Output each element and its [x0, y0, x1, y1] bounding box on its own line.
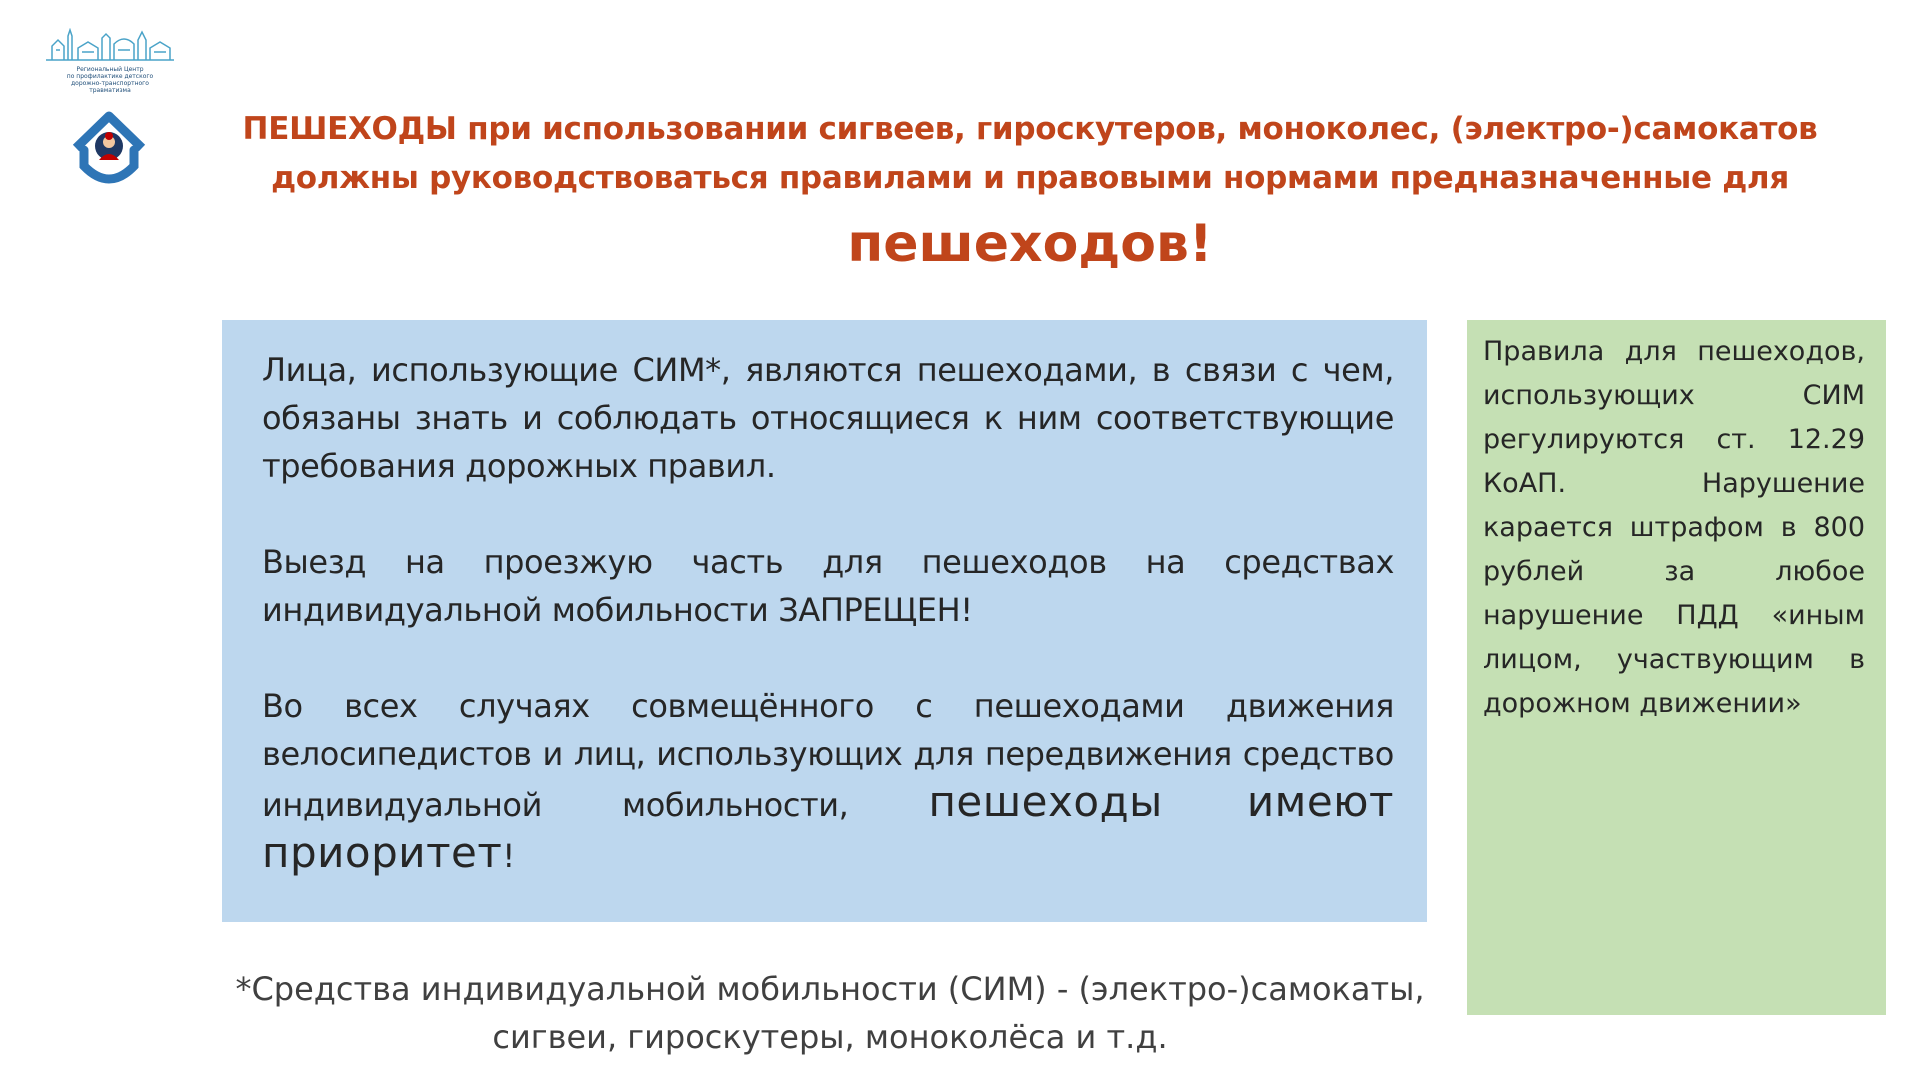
- footnote: [170, 965, 1490, 1061]
- family-house-emblem-icon: [68, 108, 150, 188]
- paragraph-pedestrian-priority: [262, 682, 1394, 880]
- headline-line-1: ПЕШЕХОДЫ при использовании сигвеев, гироскутеров, моноколес, (электро-)самокатов: [242, 111, 1818, 147]
- footnote-line-1: *Средства индивидуальной мобильности (СИМ) - (электро-)самокаты,: [235, 970, 1425, 1008]
- priority-text: Во всех случаях совмещённого с пешеходами движения велосипедистов и лиц, использующих для передвижения средство индивидуальной мобильности,: [262, 687, 1394, 824]
- city-skyline-icon: [44, 28, 176, 64]
- organization-logo: [40, 28, 180, 193]
- priority-emphasis: пешеходы имеют приоритет: [262, 777, 1394, 877]
- headline-emphasis: пешеходов!: [847, 214, 1213, 274]
- main-info-box: [222, 320, 1427, 922]
- paragraph-pedestrian-status: Лица, использующие СИМ*, являются пешеходами, в связи с чем, обязаны знать и соблюдать относящиеся к ним соответствующие требования дорожных правил.: [262, 351, 1394, 485]
- fine-info-box: [1467, 320, 1886, 1015]
- footnote-line-2: сигвеи, гироскутеры, моноколёса и т.д.: [492, 1018, 1168, 1056]
- fine-rules-text: Правила для пешеходов, использующих СИМ регулируются ст. 12.29 КоАП. Нарушение карается штрафом в 800 рублей за любое нарушение ПДД «иным лицом, участвующим в дорожном движении»: [1483, 336, 1865, 719]
- headline-line-2: должны руководствоваться правилами и правовыми нормами предназначенные для: [271, 160, 1789, 196]
- priority-exclamation: !: [502, 837, 515, 875]
- headline: [230, 105, 1830, 285]
- logo-caption: Региональный Центр по профилактике детского дорожно-транспортного травматизма: [66, 66, 154, 94]
- paragraph-roadway-ban: Выезд на проезжую часть для пешеходов на средствах индивидуальной мобильности ЗАПРЕЩЕН!: [262, 543, 1394, 629]
